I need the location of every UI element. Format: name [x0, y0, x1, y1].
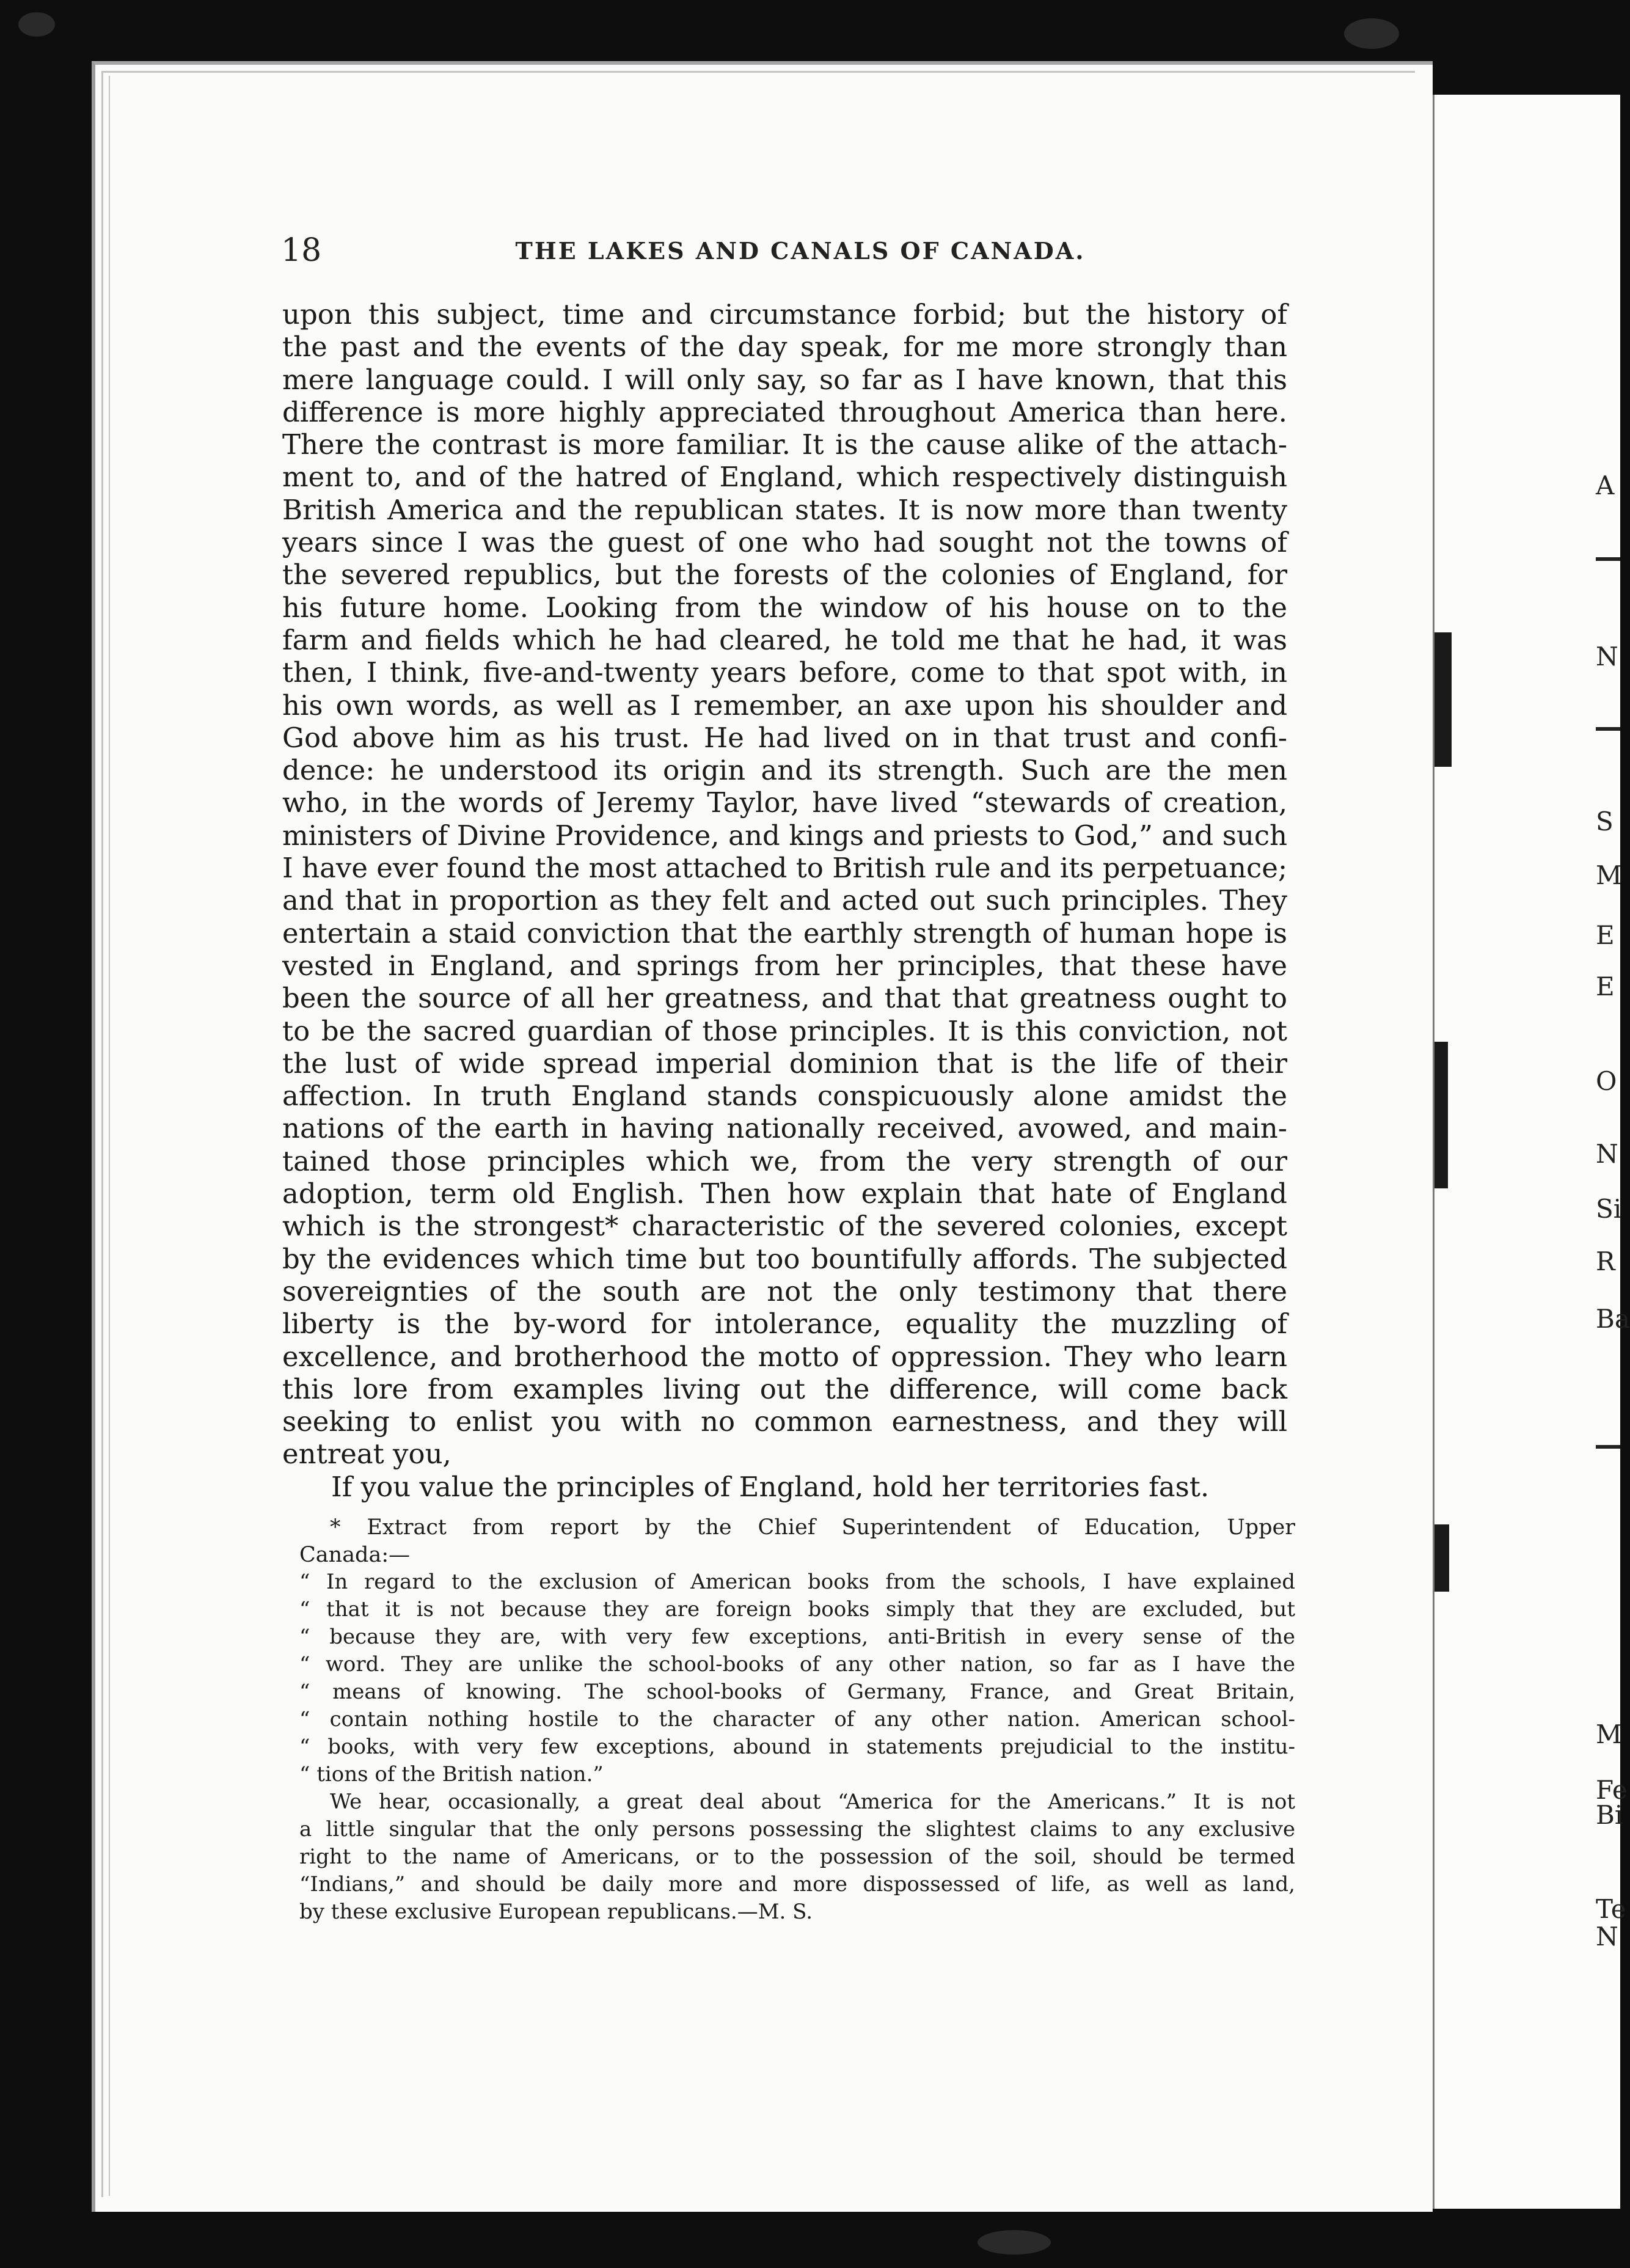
- scan-noise: [18, 12, 55, 37]
- page-edge-line: [101, 71, 1415, 73]
- footnote-quote-line: “ In regard to the exclusion of American books from the schools, I have explained: [299, 1570, 1295, 1594]
- facing-page-dash: [1596, 727, 1620, 731]
- facing-page: [1433, 95, 1623, 2209]
- body-line: farm and fields which he had cleared, he told me that he had, it was: [282, 623, 1287, 656]
- footnote-quote-line: “ tions of the British nation.”: [299, 1762, 604, 1787]
- footnote-closing-line: We hear, occasionally, a great deal about “America for the Americans.” It is not: [330, 1790, 1295, 1814]
- body-line: adoption, term old English. Then how explain that hate of England: [282, 1177, 1287, 1210]
- body-line: entertain a staid conviction that the earthly strength of human hope is: [282, 916, 1287, 949]
- running-head: THE LAKES AND CANALS OF CANADA.: [515, 237, 1086, 265]
- body-text: [282, 298, 1287, 1503]
- footnote: [299, 1514, 1295, 1926]
- closing-line: If you value the principles of England, hold her territories fast.: [331, 1470, 1210, 1503]
- footnote-quote-line: “ contain nothing hostile to the character of any other nation. American school-: [299, 1707, 1295, 1732]
- footnote-quote-line: “ because they are, with very few exceptions, anti-British in every sense of the: [299, 1625, 1295, 1649]
- facing-page-letter: Te: [1596, 1894, 1626, 1924]
- torn-edge: [1434, 1042, 1448, 1188]
- body-line: by the evidences which time but too bountifully affords. The subjected: [282, 1242, 1287, 1275]
- body-line: the past and the events of the day speak, for me more strongly than: [282, 331, 1287, 364]
- body-line: the lust of wide spread imperial dominion that is the life of their: [282, 1047, 1287, 1080]
- footnote-closing-line: “Indians,” and should be daily more and more dispossessed of life, as well as land,: [299, 1872, 1295, 1897]
- facing-page-letter: Bi: [1596, 1800, 1623, 1830]
- body-line: entreat you,: [282, 1438, 451, 1471]
- facing-page-letter: R: [1596, 1246, 1615, 1276]
- facing-page-dash: [1596, 1445, 1620, 1449]
- page-header: [281, 232, 1295, 275]
- facing-page-letter: A: [1596, 470, 1615, 500]
- facing-page-letter: N: [1596, 1922, 1618, 1952]
- page-edge-line: [109, 76, 110, 2196]
- body-line: and that in proportion as they felt and acted out such principles. They: [282, 884, 1287, 917]
- facing-page-letter: S: [1596, 807, 1614, 836]
- footnote-closing-line: right to the name of Americans, or to the possession of the soil, should be termed: [299, 1845, 1295, 1869]
- facing-page-letter: E: [1596, 971, 1615, 1001]
- body-line: which is the strongest* characteristic of the severed colonies, except: [282, 1210, 1287, 1243]
- body-line: seeking to enlist you with no common earnestness, and they will: [282, 1405, 1287, 1438]
- body-line: nations of the earth in having nationally received, avowed, and main-: [282, 1112, 1287, 1145]
- facing-page-letter: E: [1596, 920, 1615, 950]
- body-line: difference is more highly appreciated throughout America than here.: [282, 395, 1287, 428]
- facing-page-letter: Si: [1596, 1194, 1622, 1224]
- body-line: this lore from examples living out the difference, will come back: [282, 1372, 1287, 1405]
- body-line: to be the sacred guardian of those principles. It is this conviction, not: [282, 1014, 1287, 1047]
- facing-page-letter: N: [1596, 642, 1618, 671]
- facing-page-letter: Fe: [1596, 1775, 1628, 1805]
- page-edge-line: [101, 71, 103, 2197]
- body-line: dence: he understood its origin and its strength. Such are the men: [282, 754, 1287, 787]
- body-line: the severed republics, but the forests of the colonies of England, for: [282, 558, 1287, 591]
- footnote-closing-line: by these exclusive European republicans.—M. S.: [299, 1900, 813, 1924]
- body-line: excellence, and brotherhood the motto of oppression. They who learn: [282, 1340, 1287, 1373]
- body-line: liberty is the by-word for intolerance, equality the muzzling of: [282, 1308, 1287, 1341]
- facing-page-letter: M: [1596, 1719, 1623, 1749]
- body-line: who, in the words of Jeremy Taylor, have lived “stewards of creation,: [282, 786, 1287, 819]
- body-line: upon this subject, time and circumstance forbid; but the history of: [282, 298, 1287, 331]
- body-line: British America and the republican states. It is now more than twenty: [282, 493, 1287, 526]
- body-line: his future home. Looking from the window of his house on to the: [282, 591, 1287, 624]
- facing-page-letter: Ba: [1596, 1304, 1630, 1334]
- footnote-quote-line: “ word. They are unlike the school-books of any other nation, so far as I have the: [299, 1652, 1295, 1677]
- body-line: There the contrast is more familiar. It is the cause alike of the attach-: [282, 428, 1287, 461]
- torn-edge: [1434, 1524, 1449, 1592]
- footnote-intro-line: * Extract from report by the Chief Superintendent of Education, Upper: [330, 1515, 1295, 1540]
- scan-noise: [978, 2230, 1051, 2255]
- body-line: years since I was the guest of one who had sought not the towns of: [282, 526, 1287, 559]
- body-line: then, I think, five-and-twenty years before, come to that spot with, in: [282, 656, 1287, 689]
- body-line: his own words, as well as I remember, an axe upon his shoulder and: [282, 689, 1287, 722]
- body-line: vested in England, and springs from her principles, that these have: [282, 949, 1287, 982]
- body-line: tained those principles which we, from the very strength of our: [282, 1144, 1287, 1177]
- body-line: ministers of Divine Providence, and kings and priests to God,” and such: [282, 819, 1287, 852]
- page-number: 18: [281, 232, 322, 269]
- facing-page-letter: M: [1596, 860, 1623, 890]
- facing-page-dash: [1596, 557, 1620, 561]
- torn-edge: [1434, 632, 1452, 767]
- footnote-intro-line: Canada:—: [299, 1542, 411, 1567]
- body-line: God above him as his trust. He had lived on in that trust and confi-: [282, 721, 1287, 754]
- body-line: affection. In truth England stands conspicuously alone amidst the: [282, 1080, 1287, 1113]
- footnote-closing-line: a little singular that the only persons possessing the slightest claims to any exclusive: [299, 1817, 1295, 1842]
- body-line: ment to, and of the hatred of England, which respectively distinguish: [282, 461, 1287, 494]
- scan-noise: [1344, 18, 1399, 49]
- body-line: mere language could. I will only say, so far as I have known, that this: [282, 363, 1287, 396]
- body-line: sovereignties of the south are not the only testimony that there: [282, 1275, 1287, 1308]
- body-line: been the source of all her greatness, and that that greatness ought to: [282, 982, 1287, 1015]
- footnote-quote-line: “ that it is not because they are foreign books simply that they are excluded, but: [299, 1597, 1295, 1622]
- footnote-quote-line: “ means of knowing. The school-books of Germany, France, and Great Britain,: [299, 1680, 1295, 1704]
- facing-page-letter: O: [1596, 1066, 1617, 1096]
- footnote-quote-line: “ books, with very few exceptions, abound in statements prejudicial to the institu-: [299, 1735, 1295, 1759]
- facing-page-letter: N: [1596, 1139, 1618, 1169]
- body-line: I have ever found the most attached to British rule and its perpetuance;: [282, 852, 1287, 885]
